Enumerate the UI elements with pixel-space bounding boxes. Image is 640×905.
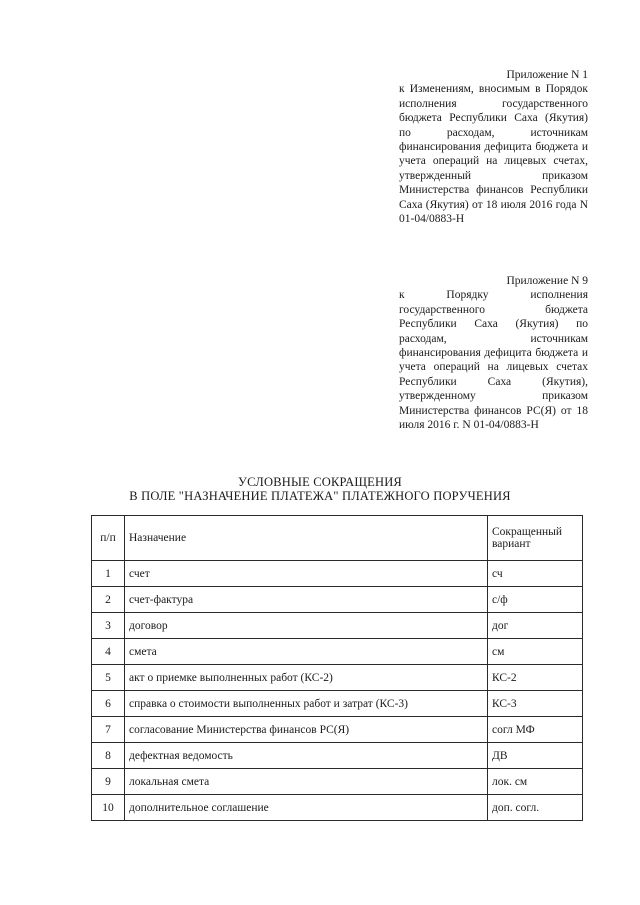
annex-2-heading: Приложение N 9 <box>506 275 588 287</box>
row-short: см <box>488 639 583 665</box>
table-row <box>92 769 583 795</box>
table-row <box>92 743 583 769</box>
table-header-row <box>92 516 583 561</box>
row-short: ДВ <box>488 743 583 769</box>
table-row <box>92 587 583 613</box>
row-purpose: счет-фактура <box>125 587 488 613</box>
annex-2-text: к Порядку исполнения государственного бюджета Республики Саха (Якутия) по расходам, источникам финансирования дефицита бюджета и учета операций на лицевых счетах Республики Саха (Якутия), утвержденному приказом Министерства финансов РС(Я) от 18 июля 2016 г. N 01-04/0883-Н <box>399 289 588 432</box>
row-short: КС-2 <box>488 665 583 691</box>
header-purpose: Назначение <box>125 516 488 561</box>
row-purpose: дополнительное соглашение <box>125 795 488 821</box>
row-purpose: справка о стоимости выполненных работ и затрат (КС-3) <box>125 691 488 717</box>
table-row <box>92 691 583 717</box>
header-short: Сокращенный вариант <box>488 516 583 561</box>
annex-1-text: к Изменениям, вносимым в Порядок исполнения государственного бюджета Республики Саха (Якутия) по расходам, источникам финансирования дефицита бюджета и учета операций на лицевых счетах, утвержденный приказом Министерства финансов Республики Саха (Якутия) от 18 июля 2016 года N 01-04/0883-Н <box>399 83 588 226</box>
row-short: лок. см <box>488 769 583 795</box>
annex-2-block <box>399 274 588 432</box>
row-num: 1 <box>92 561 125 587</box>
row-purpose: согласование Министерства финансов РС(Я) <box>125 717 488 743</box>
table-row <box>92 665 583 691</box>
row-num: 5 <box>92 665 125 691</box>
row-purpose: локальная смета <box>125 769 488 795</box>
abbreviations-table <box>91 515 583 821</box>
annex-1-heading: Приложение N 1 <box>506 69 588 81</box>
row-num: 9 <box>92 769 125 795</box>
title-line-2: В ПОЛЕ "НАЗНАЧЕНИЕ ПЛАТЕЖА" ПЛАТЕЖНОГО ПОРУЧЕНИЯ <box>129 489 511 503</box>
table-row <box>92 613 583 639</box>
row-num: 6 <box>92 691 125 717</box>
header-num: п/п <box>92 516 125 561</box>
row-num: 10 <box>92 795 125 821</box>
row-num: 4 <box>92 639 125 665</box>
row-num: 7 <box>92 717 125 743</box>
table-row <box>92 561 583 587</box>
table-row <box>92 717 583 743</box>
title-line-1: УСЛОВНЫЕ СОКРАЩЕНИЯ <box>238 475 402 489</box>
annex-1-block <box>399 68 588 226</box>
row-short: согл МФ <box>488 717 583 743</box>
row-short: дог <box>488 613 583 639</box>
table-row <box>92 795 583 821</box>
table-row <box>92 639 583 665</box>
row-purpose: дефектная ведомость <box>125 743 488 769</box>
row-purpose: договор <box>125 613 488 639</box>
row-short: с/ф <box>488 587 583 613</box>
document-title <box>0 475 640 503</box>
row-purpose: акт о приемке выполненных работ (КС-2) <box>125 665 488 691</box>
row-purpose: смета <box>125 639 488 665</box>
row-num: 2 <box>92 587 125 613</box>
row-short: сч <box>488 561 583 587</box>
row-purpose: счет <box>125 561 488 587</box>
row-num: 3 <box>92 613 125 639</box>
row-num: 8 <box>92 743 125 769</box>
row-short: КС-3 <box>488 691 583 717</box>
row-short: доп. согл. <box>488 795 583 821</box>
